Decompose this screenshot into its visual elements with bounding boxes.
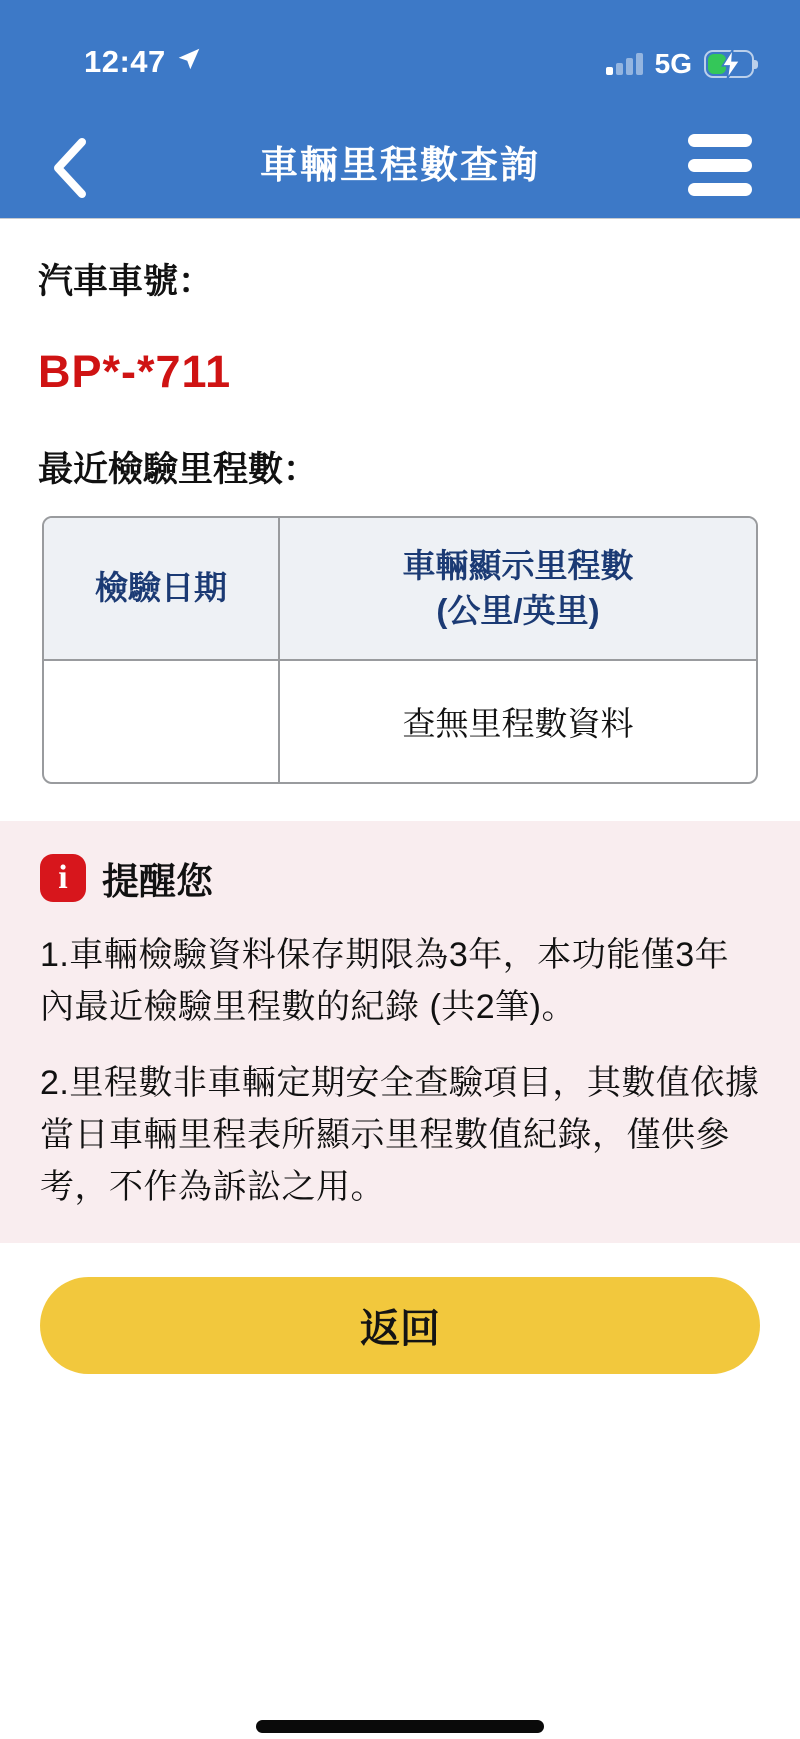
status-bar-right xyxy=(606,48,762,80)
main-content xyxy=(0,218,800,1374)
table-header-inspection-date: 檢驗日期 xyxy=(44,518,280,661)
plate-number-value: BP*-*711 xyxy=(38,346,232,397)
table-cell-date-empty xyxy=(44,661,280,782)
menu-button[interactable] xyxy=(688,134,752,196)
notice-item-2: 2.里程數非車輛定期安全查驗項目，其數值依據當日車輛里程表所顯示里程數值紀錄，僅供參考，不作為訴訟之用。 xyxy=(40,1064,760,1206)
notice-item-1: 1.車輛檢驗資料保存期限為3年，本功能僅3年內最近檢驗里程數的紀錄 (共2筆)。 xyxy=(40,936,730,1026)
mileage-section-label: 最近檢驗里程數： xyxy=(38,450,319,489)
notice-panel xyxy=(0,821,800,1243)
table-cell-no-data: 查無里程數資料 xyxy=(402,705,634,742)
page-title: 車輛里程數查詢 xyxy=(259,145,540,187)
battery-charging-icon xyxy=(704,50,762,78)
chevron-left-icon xyxy=(44,193,96,210)
plate-number-label: 汽車車號： xyxy=(38,262,214,301)
notice-title: 提醒您 xyxy=(102,861,213,902)
location-arrow-icon xyxy=(176,44,202,80)
return-button[interactable]: 返回 xyxy=(40,1277,760,1374)
notice-header xyxy=(40,851,760,905)
hamburger-menu-icon xyxy=(688,134,752,147)
network-type-label: 5G xyxy=(654,48,692,79)
status-time: 12:47 xyxy=(84,44,166,79)
signal-strength-icon xyxy=(606,53,643,75)
home-indicator[interactable] xyxy=(256,1720,544,1733)
status-bar-left xyxy=(84,44,202,80)
table-header-displayed-mileage: 車輛顯示里程數 (公里/英里) xyxy=(280,518,756,661)
mileage-table xyxy=(42,516,758,784)
app-header xyxy=(0,0,800,218)
info-icon: i xyxy=(40,854,86,902)
nav-bar xyxy=(0,112,800,218)
